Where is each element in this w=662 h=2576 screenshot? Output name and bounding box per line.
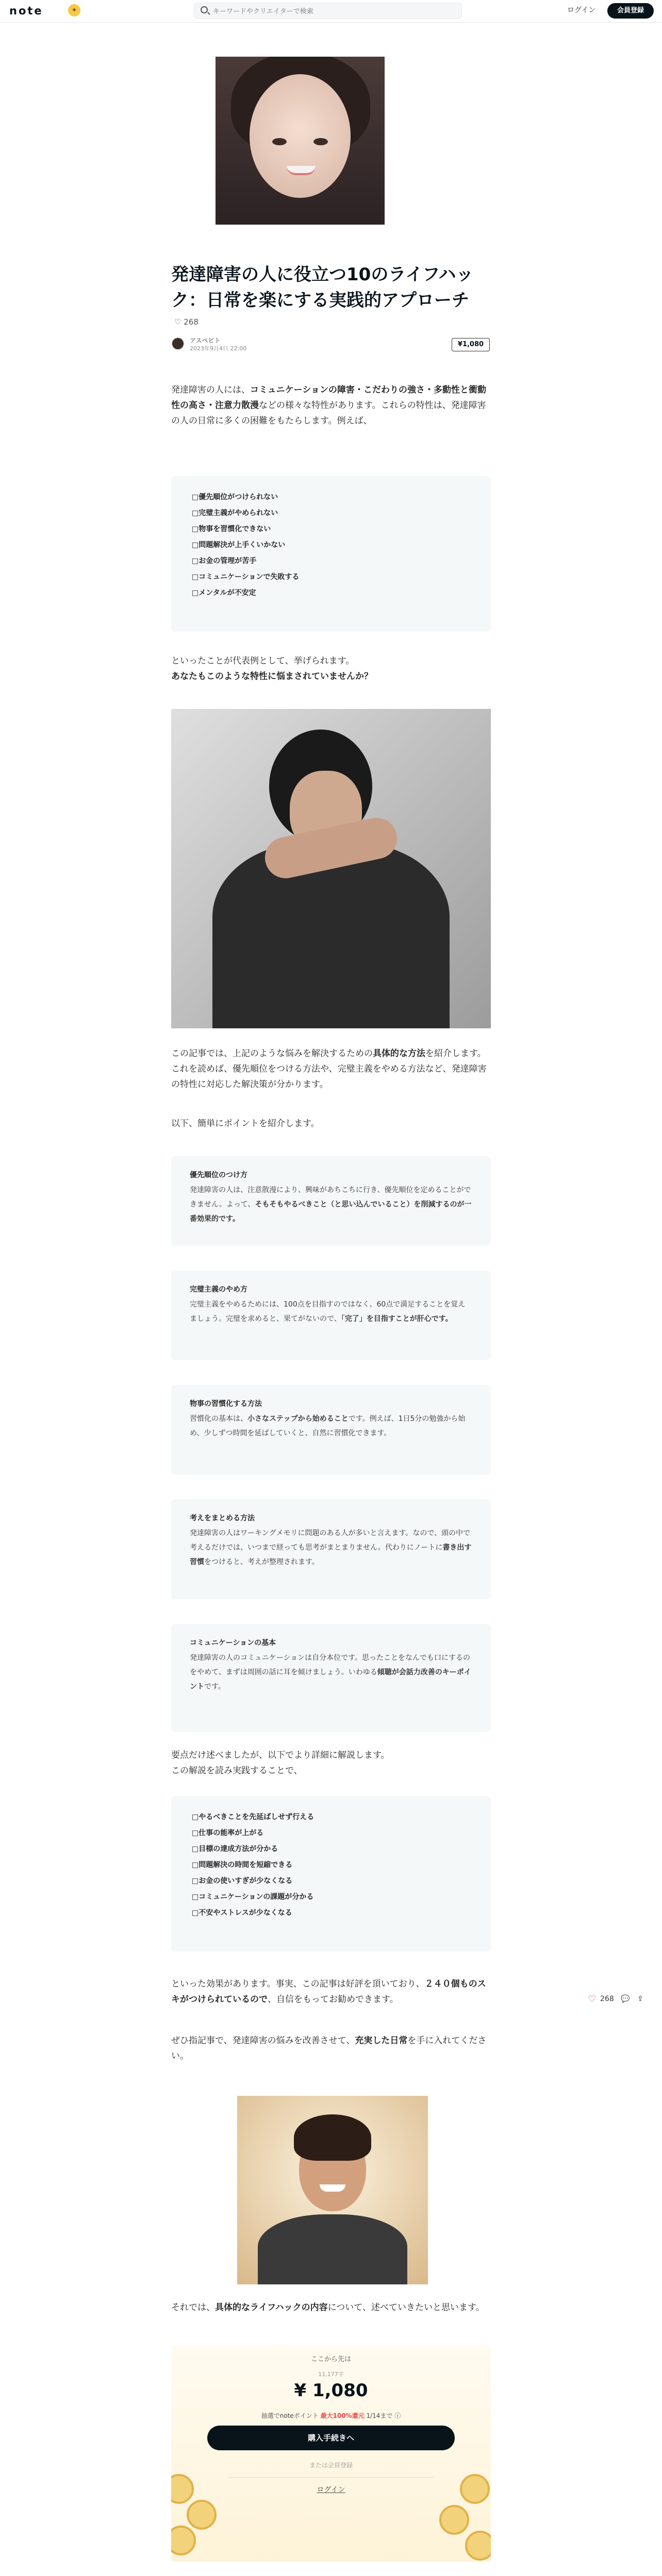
login-link[interactable]: ログイン: [567, 6, 596, 14]
coin-decoration: [187, 2500, 217, 2530]
campaign-text: 抽選でnoteポイント: [261, 2412, 319, 2419]
article-image-thinking-man: [171, 709, 491, 1028]
point-body: をつけると、考えが整理されます。: [204, 1558, 319, 1566]
intro-emphasis: コミュニケーションの障害・こだわりの強さ・多動性と衝動性の高さ・注意力散漫: [171, 385, 486, 411]
traits-list: [171, 476, 491, 632]
comment-icon[interactable]: 💬: [621, 1995, 630, 2003]
body-shape: [212, 843, 450, 1028]
list-item: □お金の管理が苦手: [192, 557, 257, 565]
author-name[interactable]: アスペビト: [190, 337, 221, 344]
point-heading: コミュニケーションの基本: [190, 1639, 276, 1647]
signup-button[interactable]: 会員登録: [607, 3, 654, 19]
point-heading: 物事の習慣化する方法: [190, 1400, 262, 1408]
point-body: 完璧主義をやめるためには、100点を目指すのではなく、60点で満足することを覚えましょう。完璧を求めると、果てがないので、: [190, 1300, 466, 1323]
point-box: [171, 1385, 491, 1475]
point-body: 習慣化の基本は、: [190, 1415, 247, 1423]
list-item: □仕事の能率が上がる: [192, 1829, 264, 1837]
coin-decoration: [465, 2531, 491, 2561]
paragraph-emphasis: ２４０個ものスキがつけられているので: [171, 1979, 486, 2005]
smile-shape: [320, 2184, 345, 2192]
floating-like-count: 268: [600, 1995, 614, 2003]
point-heading: 優先順位のつけ方: [190, 1171, 247, 1179]
paragraph-text: を手に入れてください。: [171, 2036, 487, 2061]
intro-paragraph: [171, 382, 491, 429]
point-emphasis: そもそもやるべきこと（と思い込んでいること）を削減するのが一番効果的です。: [190, 1200, 472, 1223]
global-header: [0, 0, 662, 23]
article-title: 発達障害の人に役立つ10のライフハック：日常を楽にする実践的アプローチ: [171, 264, 474, 311]
note-logo[interactable]: note: [9, 5, 43, 17]
search-bar[interactable]: [194, 3, 462, 19]
list-item: □目標の達成方法が分かる: [192, 1845, 278, 1853]
hair-shape: [294, 2114, 371, 2161]
paywall-heading: ここから先は: [310, 2355, 351, 2363]
paragraph: 以下、簡単にポイントを紹介します。: [171, 1118, 320, 1129]
share-icon[interactable]: ⇪: [637, 1995, 643, 2003]
or-register-link[interactable]: または会員登録: [309, 2462, 353, 2469]
paragraph: 要点だけ述べましたが、以下でより詳細に解説します。: [171, 1750, 390, 1760]
paragraph-emphasis: 具体的な方法: [373, 1048, 425, 1059]
paragraph-text: それでは、: [171, 2302, 215, 2313]
paragraph: といったことが代表例として、挙げられます。: [171, 656, 355, 666]
point-body: 発達障害の人はワーキングメモリに問題のある人が多いと言えます。なので、頭の中で考えるだけでは、いつまで経っても思考がまとまりません。代わりにノートに: [190, 1529, 471, 1552]
list-item: □問題解決の時間を短縮できる: [192, 1861, 293, 1869]
list-item: □やるべきことを先延ばしせず行える: [192, 1813, 315, 1821]
paragraph: この解説を読み実践することで、: [171, 1766, 303, 1776]
search-icon: [201, 6, 208, 13]
char-count: 11,177字: [318, 2371, 344, 2378]
list-item: □問題解決が上手くいかない: [192, 541, 286, 549]
paragraph-emphasis: 具体的なライフハックの内容: [215, 2302, 328, 2313]
seasonal-emoji-icon: ✦: [68, 4, 80, 16]
point-emphasis: 「完了」を目指すことが肝心です。: [341, 1315, 453, 1323]
point-emphasis: 小さなステップから始めること: [247, 1415, 349, 1423]
point-text: [171, 1526, 491, 1569]
point-heading: 考えをまとめる方法: [190, 1514, 255, 1522]
eye-shape: [272, 138, 287, 145]
article-image-smiling-man: [237, 2096, 428, 2284]
point-emphasis: 書き出す習慣: [190, 1544, 472, 1566]
paragraph-text: 、自信をもってお勧めできます。: [268, 1994, 399, 2005]
paragraph-text: ぜひ指記事で、発達障害の悩みを改善させて、: [171, 2036, 355, 2046]
point-body: です。例えば、1日5分の勉強から始め、少しずつ時間を延ばしていくと、自然に習慣化できます。: [190, 1415, 466, 1437]
header-image: [216, 57, 385, 225]
paywall: [171, 2345, 491, 2562]
point-body: です。: [204, 1683, 225, 1691]
list-item: □完璧主義がやめられない: [192, 509, 278, 517]
point-emphasis: 傾聴が会話力改善のキーポイント: [190, 1668, 471, 1691]
paragraph-text: を紹介します。これを読めば、優先順位をつける方法や、完璧主義をやめる方法など、発達障害の特性に対応した解決策が分かります。: [171, 1048, 487, 1090]
campaign-deadline: 1/14まで: [366, 2412, 393, 2419]
purchase-button[interactable]: 購入手続きへ: [207, 2426, 455, 2450]
point-body: 発達障害の人は、注意散漫により、興味があちこちに行き、優先順位を定めることができません。よって、: [190, 1186, 471, 1209]
intro-text: などの様々な特性があります。これらの特性は、発達障害の人の日常に多くの困難をもたらします。例えば、: [171, 400, 486, 426]
heart-icon[interactable]: ♡: [588, 1994, 597, 2005]
paragraph-bold: あなたもこのような特性に悩まされていませんか？: [171, 671, 373, 682]
point-body: 発達障害の人のコミュニケーションは自分本位です。思ったことをなんでも口にするのをやめて、まずは周囲の話に耳を傾けましょう。いわゆる: [190, 1654, 471, 1676]
list-item: □コミュニケーションの課題が分かる: [192, 1893, 314, 1901]
body-shape: [258, 2214, 407, 2284]
point-text: [171, 1183, 491, 1226]
campaign-note: [171, 2411, 491, 2420]
search-input[interactable]: [213, 6, 450, 16]
paragraph: [171, 1976, 491, 2007]
paragraph-text: この記事では、上記のような悩みを解決するための: [171, 1048, 373, 1059]
point-box: [171, 1156, 491, 1246]
coin-decoration: [171, 2526, 196, 2555]
eye-shape: [313, 138, 328, 145]
paragraph-emphasis: 充実した日常: [355, 2036, 408, 2046]
like-count: [174, 317, 198, 327]
heart-outline-icon: ♡: [174, 317, 181, 327]
paragraph: [171, 1046, 491, 1092]
campaign-rate: 最大100%還元: [320, 2412, 365, 2419]
paragraph: [171, 2300, 491, 2315]
point-box: [171, 1499, 491, 1599]
point-box: [171, 1624, 491, 1732]
point-text: [171, 1297, 491, 1326]
paywall-price: ¥ 1,080: [294, 2380, 368, 2401]
like-count-value: 268: [184, 317, 198, 327]
coin-decoration: [439, 2505, 469, 2535]
list-item: □お金の使いすぎが少なくなる: [192, 1877, 293, 1885]
paragraph: [171, 2033, 491, 2064]
results-list: [171, 1796, 491, 1952]
list-item: □コミュニケーションで失敗する: [192, 573, 300, 581]
list-item: □メンタルが不安定: [192, 589, 256, 597]
paragraph-text: といった効果があります。事実、この記事は好評を頂いており、: [171, 1979, 425, 1989]
divider: [228, 2477, 434, 2478]
list-item: □不安やストレスが少なくなる: [192, 1909, 292, 1917]
paragraph-text: について、述べていきたいと思います。: [327, 2302, 485, 2313]
point-text: [171, 1651, 491, 1694]
point-heading: 完璧主義のやめ方: [190, 1285, 247, 1294]
info-icon[interactable]: ⓘ: [394, 2412, 401, 2419]
point-text: [171, 1412, 491, 1440]
point-box: [171, 1270, 491, 1360]
price-badge[interactable]: ¥1,080: [452, 338, 490, 351]
publish-date: 2023年9月4日 22:00: [190, 345, 247, 352]
intro-text: 発達障害の人には、: [171, 385, 250, 395]
list-item: □物事を習慣化できない: [192, 525, 271, 533]
paywall-login-link[interactable]: ログイン: [317, 2486, 345, 2494]
list-item: □優先順位がつけられない: [192, 493, 278, 501]
face-shape: [250, 74, 351, 198]
author-avatar[interactable]: [171, 337, 185, 350]
